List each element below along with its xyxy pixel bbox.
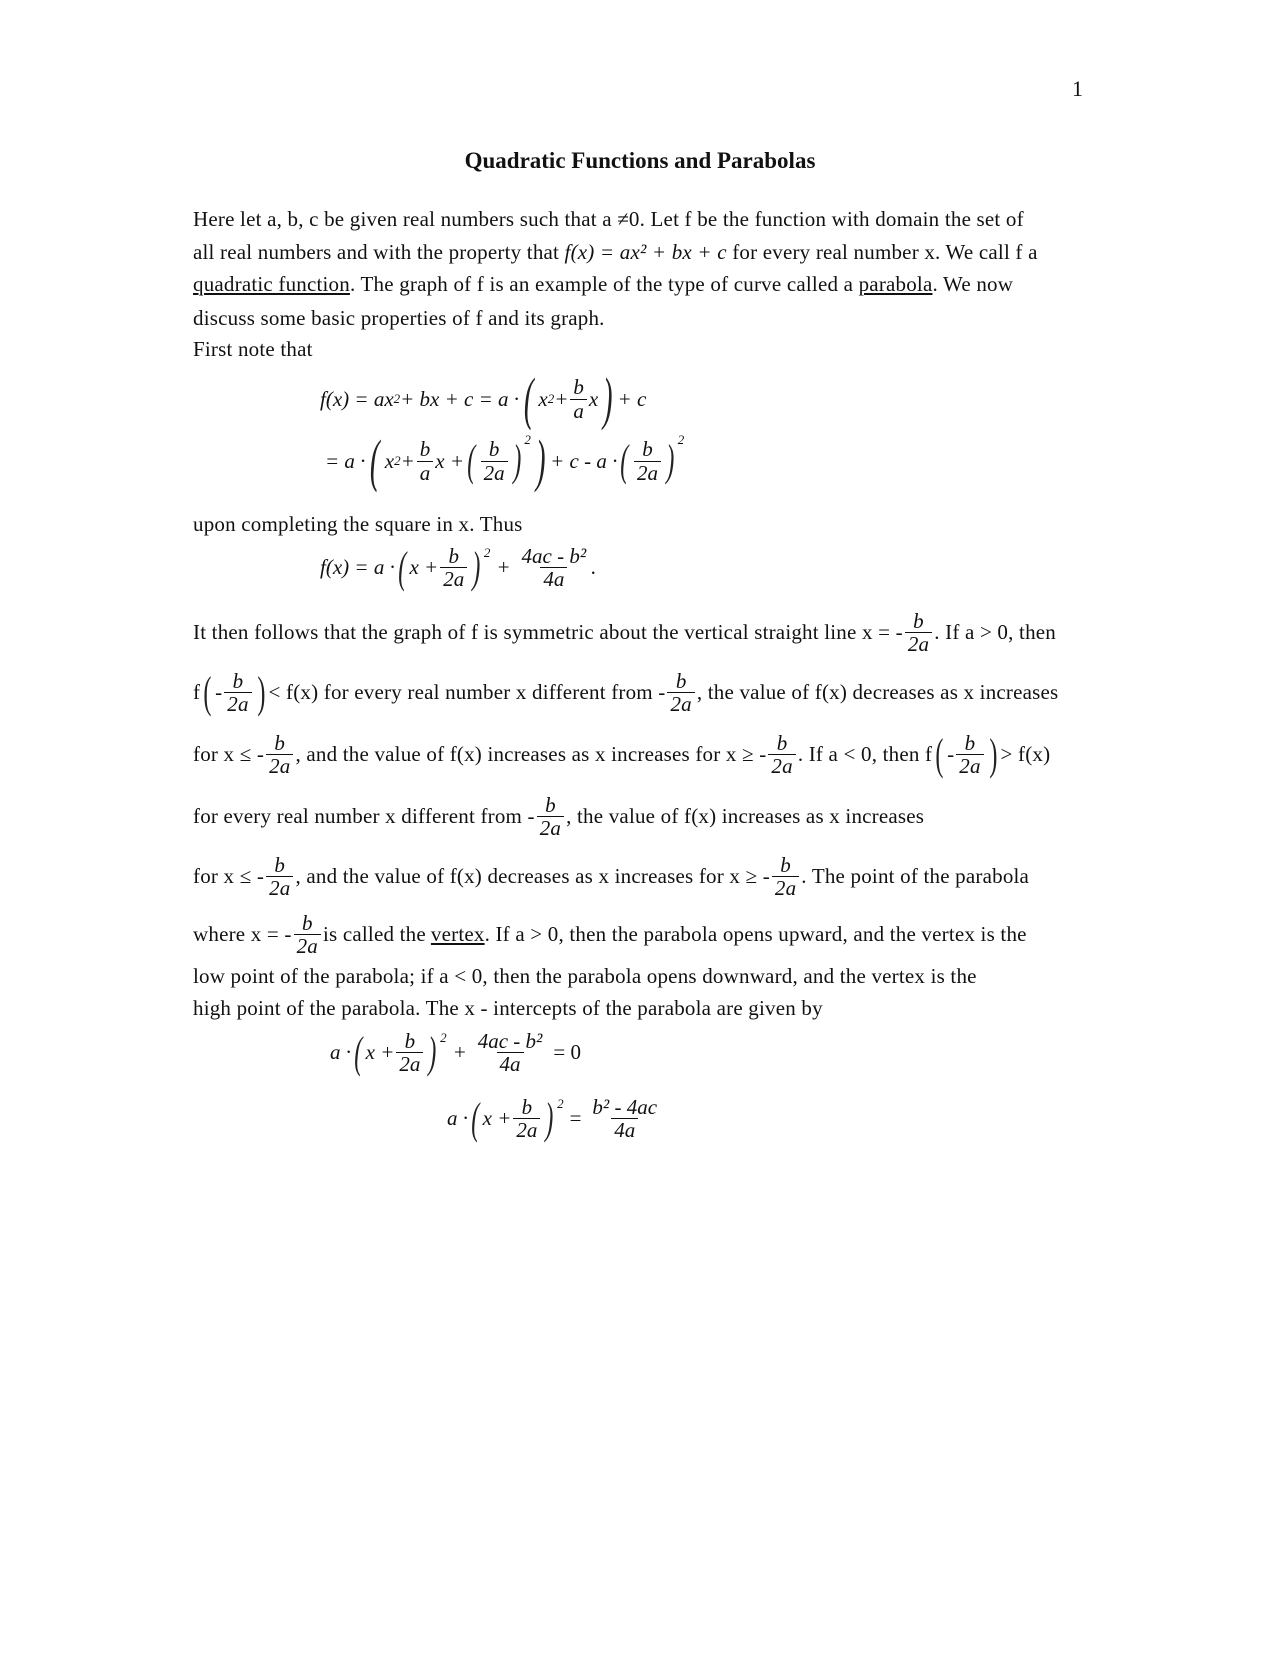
eq2-n2: b <box>488 437 500 462</box>
eq2-lead: = a · <box>325 448 366 473</box>
eq5-n1: b <box>521 1095 533 1119</box>
para2-l2-fraction-2 <box>667 670 694 715</box>
eq3-fraction-1 <box>440 545 467 590</box>
eq2-fraction-2 <box>481 438 508 483</box>
para2-l6-a: where x = - <box>193 922 292 947</box>
para2-line8: high point of the parabola. The x - intercepts of the parabola are given by <box>193 996 823 1020</box>
para2-l4-den: 2a <box>537 816 564 839</box>
para2-l6-den: 2a <box>294 934 321 957</box>
para2-line3: for x ≤ - $\frac{b}{2a}$ , and the value of f(x) increases as x increases for x ≥ - $\frac{b}{2a}$ . If a < 0, then f ( - $\frac{b}{2a}$ ) > f(x) <box>193 729 1051 779</box>
para2-l6-fraction <box>294 912 321 957</box>
term-parabola: parabola <box>858 272 933 296</box>
para2-l5-num2: b <box>780 853 791 877</box>
para2-l3-a: for x ≤ - <box>193 742 265 767</box>
para2-line2: f ( - $\frac{b}{2a}$ ) < f(x) for every real number x different from - $\frac{b}{2a}$ , the value of f(x) decreases as x increases <box>193 667 1059 717</box>
para2-l2-num2: b <box>675 669 687 693</box>
eq2-x: x + <box>435 448 464 473</box>
para2-line1 <box>193 610 1056 655</box>
para2-l2-minus: - <box>215 680 223 705</box>
para2-l3-c: . If a < 0, then f <box>797 742 933 767</box>
para2-l3-fraction-2 <box>768 732 795 777</box>
eq3-lhs: f(x) = a · <box>320 555 395 580</box>
eq5-fraction-1 <box>513 1096 540 1141</box>
para2-l3-fraction-1 <box>266 732 293 777</box>
eq5-fraction-2 <box>589 1096 660 1141</box>
eq3-d1: 2a <box>440 567 467 590</box>
eq4-fraction-2 <box>475 1030 546 1075</box>
page-number: 1 <box>1072 76 1083 101</box>
para2-l5-fraction-1 <box>266 854 293 899</box>
eq1-x2: x <box>538 386 548 411</box>
eq2-d3: 2a <box>634 461 661 484</box>
para2-l2-den2: 2a <box>667 692 694 715</box>
eq4-n1: b <box>404 1029 416 1053</box>
para2-l1-fraction <box>905 610 932 655</box>
para2-l4-fraction <box>537 794 564 839</box>
eq3-d2: 4a <box>540 567 567 590</box>
para2-l3-fraction-3 <box>956 732 983 777</box>
para2-l1-a: It then follows that the graph of f is symmetric about the vertical straight line x = - <box>193 620 903 645</box>
eq1-mid: + bx + c = a · <box>400 386 520 411</box>
para2-line5 <box>193 854 1029 899</box>
para2-l3-b: , and the value of f(x) increases as x increases for x ≥ - <box>295 742 767 767</box>
para2-line7: low point of the parabola; if a < 0, then the parabola opens downward, and the vertex is the <box>193 964 977 988</box>
eq5-n2: b² - 4ac <box>592 1095 658 1119</box>
equation-3: f(x) = a · ( x + $\frac{b}{2a}$ ) $^2$ + $\frac{\text{4ac - b²}}{4a}$ . <box>320 542 597 592</box>
eq3-x: x + <box>409 555 439 580</box>
para2-l2-b: , the value of f(x) decreases as x increases <box>696 680 1059 705</box>
equation-2: = a · ( x 2 + $\frac{b}{a}$ x + ( $\frac{b}{2a}$ ) $^2$ ) + c - a · ( $\frac{b}{2a}$ ) $^2$ <box>325 428 685 493</box>
equation-5: a · ( x + $\frac{b}{2a}$ ) $^2$ = $\frac{\text{b² - 4ac}}{4a}$ <box>447 1096 662 1141</box>
eq4-a: a · <box>330 1040 351 1065</box>
eq2-d2: 2a <box>481 461 508 484</box>
eq1-num: b <box>573 375 584 400</box>
eq3-plus: + <box>496 555 511 580</box>
para1-line1: Here let a, b, c be given real numbers such that a ≠0. Let f be the function with domain the set of <box>193 207 1024 231</box>
eq2-n1: b <box>419 437 431 462</box>
para2-l4-b: , the value of f(x) increases as x increases <box>566 804 925 829</box>
eq2-d1: a <box>417 461 434 484</box>
eq5-x: x + <box>482 1106 512 1131</box>
eq1-lhs: f(x) = ax <box>320 386 394 411</box>
eq1-plus: + <box>554 386 569 411</box>
eq1-fraction <box>570 376 587 421</box>
para2-l5-fraction-2 <box>772 854 799 899</box>
eq2-mid: + c - a · <box>550 448 618 473</box>
term-quadratic-function: quadratic function <box>193 272 350 296</box>
eq4-plus: + <box>452 1040 467 1065</box>
para2-l2-f: f <box>193 680 201 705</box>
para2-l3-den2: 2a <box>768 754 795 777</box>
para2-l5-b: , and the value of f(x) decreases as x increases for x ≥ - <box>295 864 770 889</box>
eq2-p1: + <box>400 448 415 473</box>
quadratic-formula-inline: f(x) = ax² + bx + c <box>564 240 727 264</box>
para2-l3-num3: b <box>964 731 976 755</box>
para2-l5-den2: 2a <box>772 876 799 899</box>
para1-line2-text-a: all real numbers and with the property that <box>193 240 560 264</box>
para1-line5: First note that <box>193 337 313 361</box>
para2-l2-num: b <box>232 669 244 693</box>
eq3-n1: b <box>448 544 459 568</box>
para2-l3-minus: - <box>947 742 955 767</box>
para2-l6-b: is called the <box>323 922 426 947</box>
eq1-x: x <box>588 386 599 411</box>
para1-line2-text-b: for every real number x. We call f a <box>732 240 1038 264</box>
eq1-den: a <box>570 399 587 422</box>
eq4-d1: 2a <box>396 1052 423 1075</box>
para2-l1-num: b <box>913 609 924 633</box>
para1-line3-mid: . The graph of f is an example of the type of curve called a <box>349 272 854 296</box>
para2-l1-den: 2a <box>905 632 932 655</box>
para2-l1-b: . If a > 0, then <box>934 620 1056 645</box>
eq2-x2: x <box>384 448 395 473</box>
para2-l4-num: b <box>545 793 556 817</box>
para2-line6 <box>193 912 1027 957</box>
eq2-fraction-1 <box>417 438 434 483</box>
equation-1: f(x) = ax 2 + bx + c = a · ( x 2 + $\frac{b}{a}$ x ) + c <box>320 366 647 431</box>
text-completing-square: upon completing the square in x. Thus <box>193 512 523 536</box>
eq4-n2: 4ac - b² <box>477 1029 543 1053</box>
para2-l2-a: < f(x) for every real number x different from - <box>268 680 666 705</box>
equation-4: a · ( x + $\frac{b}{2a}$ ) $^2$ + $\frac{\text{4ac - b²}}{4a}$ = 0 <box>330 1027 581 1077</box>
para2-l6-c: . If a > 0, then the parabola opens upward, and the vertex is the <box>484 922 1027 947</box>
para2-l4-a: for every real number x different from - <box>193 804 535 829</box>
page-title: Quadratic Functions and Parabolas <box>464 148 816 173</box>
para1-line3-end: . We now <box>932 272 1014 296</box>
para2-l5-num: b <box>274 853 286 877</box>
eq1-tail: + c <box>617 386 647 411</box>
eq2-n3: b <box>642 437 653 462</box>
para2-l5-c: . The point of the parabola <box>801 864 1030 889</box>
eq5-eq: = <box>569 1106 582 1131</box>
para2-l6-num: b <box>301 911 313 935</box>
para2-line4 <box>193 794 924 839</box>
eq3-end: . <box>591 555 597 580</box>
para1-line3 <box>193 272 1013 297</box>
para2-l2-fraction-1 <box>224 670 251 715</box>
eq5-d1: 2a <box>513 1118 540 1141</box>
eq4-d2: 4a <box>497 1052 524 1075</box>
para2-l3-num2: b <box>776 731 788 755</box>
para2-l5-den: 2a <box>266 876 293 899</box>
para2-l3-den: 2a <box>266 754 293 777</box>
para1-line2 <box>193 240 1038 265</box>
eq3-fraction-2 <box>519 545 590 590</box>
eq2-fraction-3 <box>634 438 661 483</box>
eq4-rhs: = 0 <box>553 1040 581 1065</box>
term-vertex: vertex <box>430 922 485 947</box>
para2-l5-a: for x ≤ - <box>193 864 265 889</box>
para2-l3-den3: 2a <box>956 754 983 777</box>
eq3-n2: 4ac - b² <box>521 544 587 568</box>
eq5-d2: 4a <box>611 1118 638 1141</box>
para2-l2-den: 2a <box>224 692 251 715</box>
eq4-x: x + <box>365 1040 395 1065</box>
para2-l3-end: > f(x) <box>1000 742 1051 767</box>
para1-line4: discuss some basic properties of f and its graph. <box>193 306 605 330</box>
para2-l3-num: b <box>274 731 286 755</box>
eq4-fraction-1 <box>396 1030 423 1075</box>
eq5-a: a · <box>447 1106 468 1131</box>
